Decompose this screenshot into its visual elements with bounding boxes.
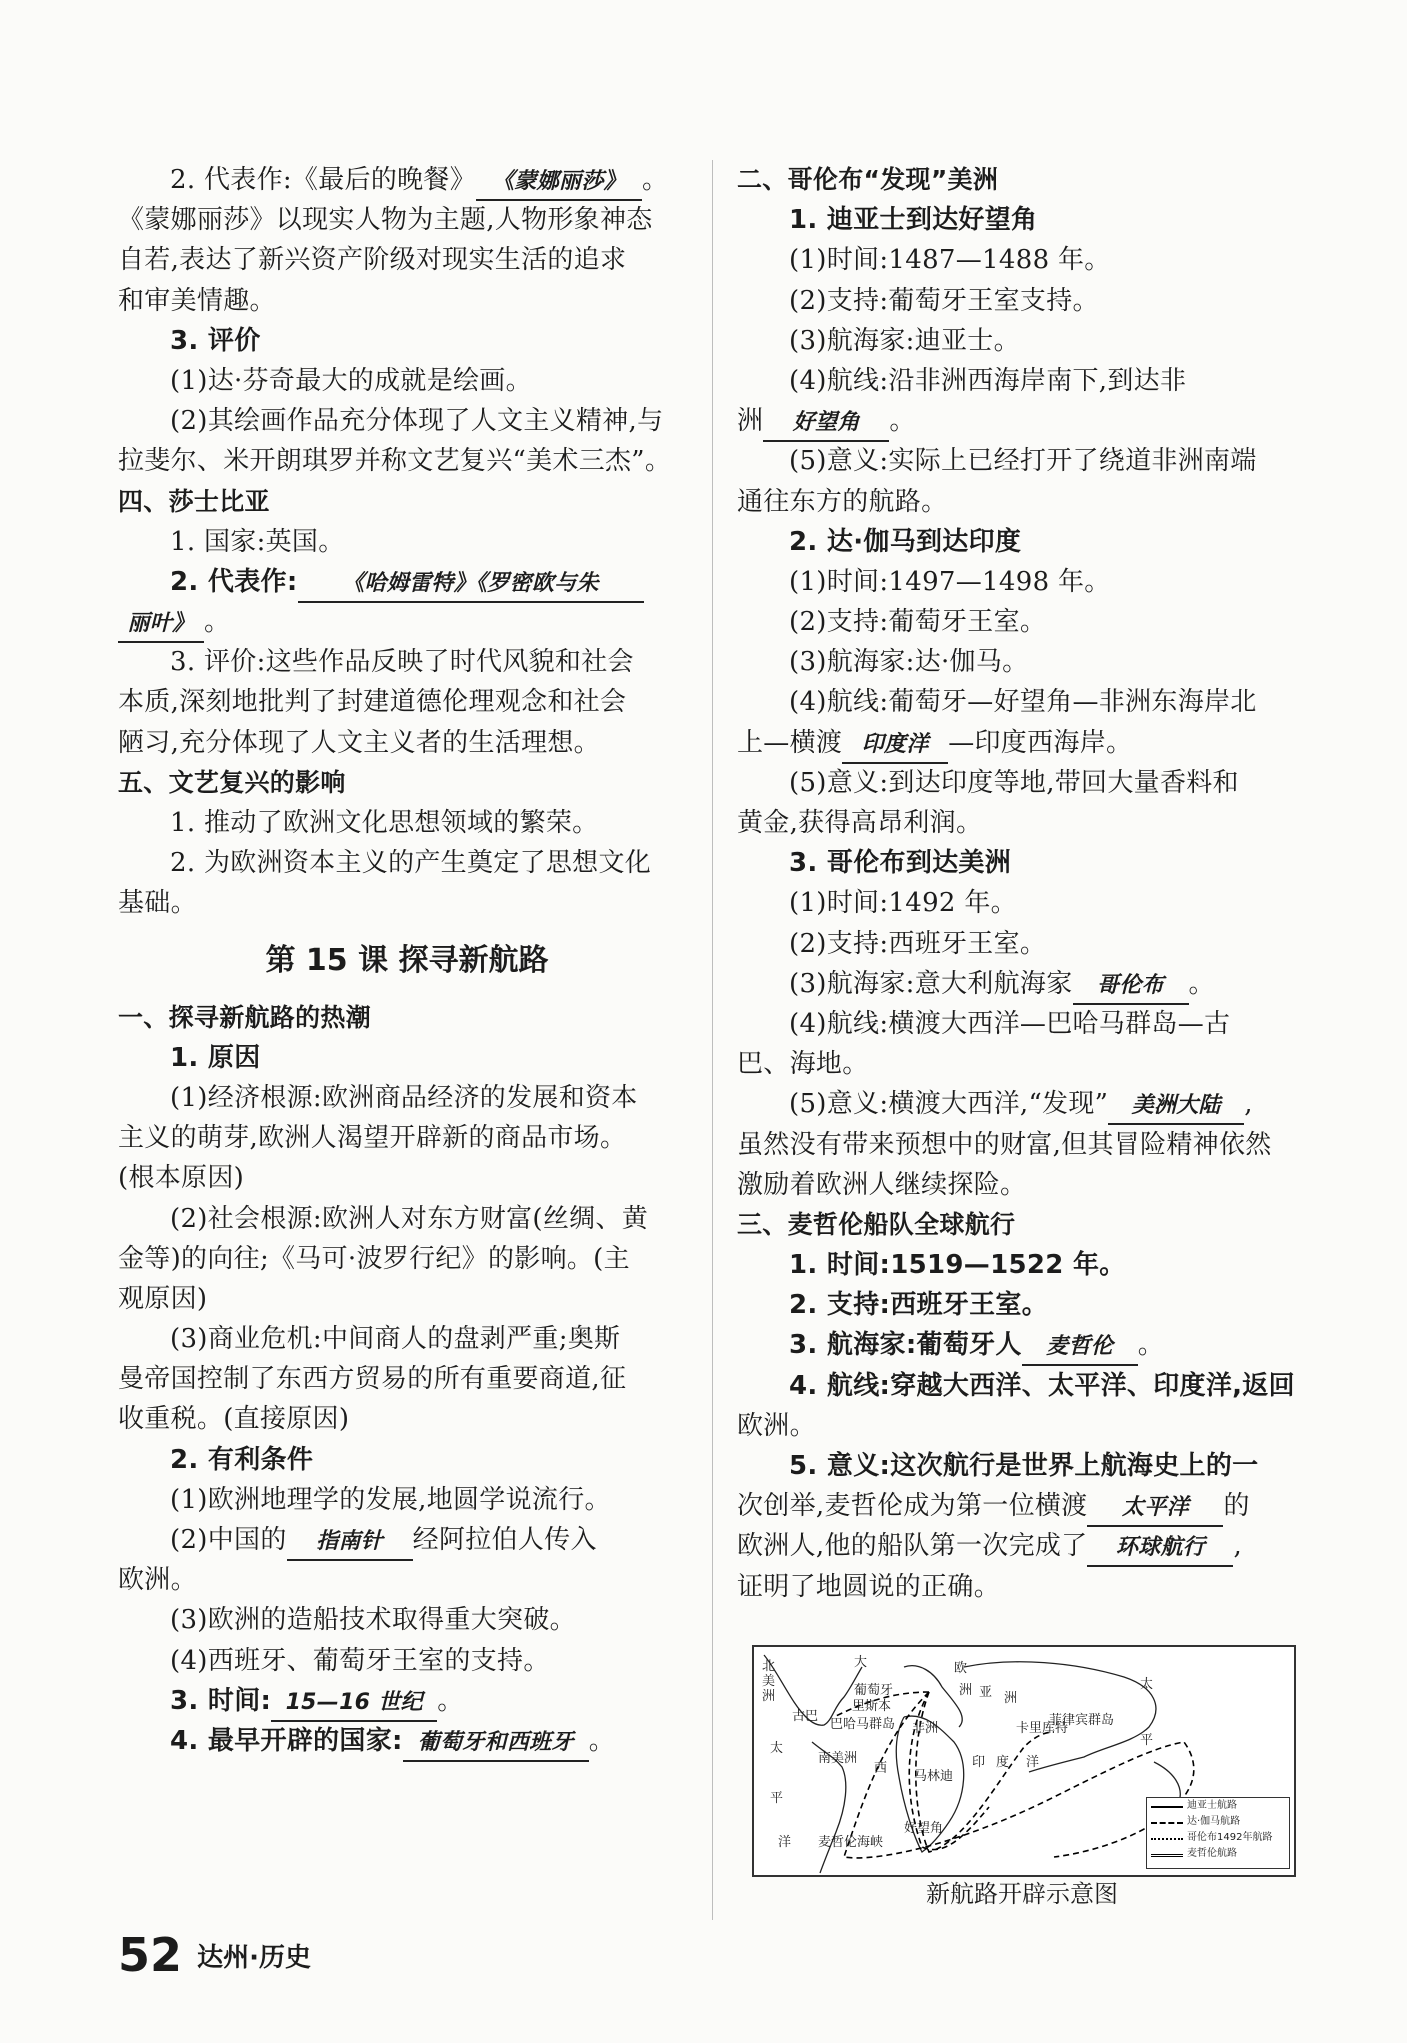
text-line: 4. 航线:穿越大西洋、太平洋、印度洋,返回: [789, 1370, 1295, 1401]
text-line: (2)支持:葡萄牙王室。: [789, 607, 1047, 638]
map-label: 非洲: [912, 1721, 939, 1736]
answer-blank: 15—16 世纪: [271, 1686, 437, 1722]
subheading: 3. 评价: [170, 325, 261, 356]
map-label: 西: [874, 1761, 888, 1776]
legend-item: 麦哲伦航路: [1147, 1846, 1289, 1862]
text-line: (根本原因): [118, 1163, 245, 1194]
text-line: 洲 好望角 。: [737, 401, 1312, 441]
map-label: 大: [854, 1655, 868, 1670]
map-label: 平: [1140, 1733, 1154, 1748]
map-label: 巴哈马群岛: [830, 1717, 896, 1732]
text-line: 1. 推动了欧洲文化思想领域的繁荣。: [170, 808, 599, 838]
map-label: 北美洲: [762, 1659, 776, 1704]
text-line: 观原因): [118, 1283, 208, 1314]
lesson-title: 第 15 课 探寻新航路: [265, 942, 549, 978]
text-line: (3)航海家:意大利航海家 哥伦布 。: [737, 964, 1312, 1004]
answer-blank: 《哈姆雷特》《罗密欧与朱: [298, 567, 644, 603]
map-label: 亚: [979, 1685, 993, 1700]
text-line: 丽叶》 。: [118, 602, 696, 642]
text-line: 陋习,充分体现了人文主义者的生活理想。: [118, 727, 600, 758]
map-label: 平: [770, 1791, 784, 1806]
text-line: (2)其绘画作品充分体现了人文主义精神,与: [170, 406, 664, 437]
text-line: 3. 航海家:葡萄牙人 麦哲伦 。: [737, 1325, 1312, 1365]
legend-item: 哥伦布1492年航路: [1147, 1830, 1289, 1846]
page-footer: [118, 1928, 311, 1988]
text-line: 欧洲。: [118, 1565, 197, 1596]
text-line: (3)欧洲的造船技术取得重大突破。: [170, 1605, 576, 1636]
map-label: 里斯本: [852, 1699, 892, 1714]
text-line: 证明了地圆说的正确。: [737, 1571, 1001, 1602]
column-divider: [712, 160, 713, 1920]
text-line: 金等)的向往;《马可·波罗行纪》的影响。(主: [118, 1243, 630, 1274]
text-line: 和审美情趣。: [118, 285, 276, 316]
text-line: (2)中国的 指南针 经阿拉伯人传入: [118, 1520, 696, 1560]
map-label: 古巴: [792, 1709, 819, 1724]
text-line: (4)西班牙、葡萄牙王室的支持。: [170, 1645, 550, 1676]
text-line: 1. 时间:1519—1522 年。: [789, 1250, 1126, 1281]
map-label: 洲: [959, 1683, 973, 1698]
map-label: 葡萄牙: [854, 1683, 894, 1698]
text-line: (1)达·芬奇最大的成就是绘画。: [170, 365, 532, 396]
map-label: 洲: [1004, 1691, 1018, 1706]
answer-blank: 葡萄牙和西班牙: [403, 1726, 589, 1762]
map-label: 洋: [1026, 1755, 1040, 1770]
answer-blank: 好望角: [763, 406, 889, 442]
right-column: [737, 160, 1312, 1607]
text-line: (1)欧洲地理学的发展,地圆学说流行。: [170, 1484, 611, 1515]
islands-coast: [1154, 1762, 1180, 1802]
book-series: 达州·历史: [197, 1942, 311, 1973]
text-line: (3)航海家:迪亚士。: [789, 325, 1020, 356]
text-line: (4)航线:葡萄牙—好望角—非洲东海岸北: [789, 687, 1257, 718]
subheading: 3. 哥伦布到达美洲: [789, 848, 1012, 879]
map-label: 马林迪: [914, 1769, 954, 1784]
section-heading: 四、莎士比亚: [118, 486, 270, 516]
subheading: 1. 迪亚士到达好望角: [789, 205, 1038, 236]
answer-blank: 哥伦布: [1073, 969, 1189, 1005]
text-line: (3)商业危机:中间商人的盘剥严重;奥斯: [170, 1324, 621, 1355]
text-line: 自若,表达了新兴资产阶级对现实生活的追求: [118, 245, 627, 276]
text-line: 虽然没有带来预想中的财富,但其冒险精神依然: [737, 1129, 1272, 1160]
left-column: [118, 160, 696, 1761]
text-line: 主义的萌芽,欧洲人渴望开辟新的商品市场。: [118, 1123, 627, 1154]
text-line: 4. 最早开辟的国家: 葡萄牙和西班牙 。: [118, 1721, 696, 1761]
text-line: 2. 支持:西班牙王室。: [789, 1290, 1049, 1321]
map-label: 太: [770, 1741, 784, 1756]
text-line: 收重税。(直接原因): [118, 1404, 350, 1435]
map-label: 麦哲伦海峡: [818, 1835, 884, 1850]
subheading: 2. 有利条件: [170, 1444, 314, 1475]
map-label: 印: [972, 1755, 986, 1770]
text-line: (4)航线:沿非洲西海岸南下,到达非: [789, 365, 1187, 396]
legend-item: 达·伽马航路: [1147, 1814, 1289, 1830]
text-line: (4)航线:横渡大西洋—巴哈马群岛—古: [789, 1008, 1231, 1039]
answer-blank: 太平洋: [1087, 1491, 1223, 1527]
answer-blank: 印度洋: [842, 728, 948, 764]
answer-blank: 环球航行: [1087, 1531, 1233, 1567]
text-line: 拉斐尔、米开朗琪罗并称文艺复兴“美术三杰”。: [118, 446, 672, 477]
map-label: 洋: [778, 1835, 792, 1850]
text-line: 欧洲人,他的船队第一次完成了 环球航行 ,: [737, 1526, 1312, 1566]
text-line: (3)航海家:达·伽马。: [789, 647, 1029, 678]
map-caption: 新航路开辟示意图: [926, 1880, 1118, 1908]
text-line: 1. 国家:英国。: [170, 526, 345, 557]
text-line: 次创举,麦哲伦成为第一位横渡 太平洋 的: [737, 1486, 1312, 1526]
text-line: 曼帝国控制了东西方贸易的所有重要商道,征: [118, 1364, 627, 1395]
text-line: (1)时间:1492 年。: [789, 888, 1017, 919]
legend-item: 迪亚士航路: [1147, 1798, 1289, 1814]
text-line: (2)支持:葡萄牙王室支持。: [789, 285, 1099, 316]
map-label: 好望角: [904, 1821, 944, 1836]
section-heading: 五、文艺复兴的影响: [118, 767, 346, 797]
answer-blank: 指南针: [287, 1525, 413, 1561]
text-line: 2. 为欧洲资本主义的产生奠定了思想文化: [170, 848, 652, 879]
text-line: 黄金,获得高昂利润。: [737, 808, 983, 838]
text-line: 5. 意义:这次航行是世界上航海史上的一: [789, 1451, 1259, 1481]
map-label: 度: [996, 1755, 1010, 1770]
answer-blank: 《蒙娜丽莎》: [476, 165, 642, 201]
text-line: 3. 时间: 15—16 世纪 。: [118, 1681, 696, 1721]
map-label: 卡里库特: [1016, 1721, 1069, 1736]
text-line: (5)意义:横渡大西洋,“发现” 美洲大陆 ,: [737, 1084, 1312, 1124]
text-line: (2)社会根源:欧洲人对东方财富(丝绸、黄: [170, 1203, 649, 1234]
subheading: 2. 达·伽马到达印度: [789, 526, 1022, 557]
text-line: (1)时间:1497—1498 年。: [789, 566, 1111, 597]
section-heading: 三、麦哲伦船队全球航行: [737, 1209, 1016, 1239]
answer-blank: 丽叶》: [118, 607, 204, 643]
text-line: 巴、海地。: [737, 1049, 869, 1080]
text-line: 通往东方的航路。: [737, 486, 948, 517]
text-line: (2)支持:西班牙王室。: [789, 928, 1047, 959]
map-label: 南美洲: [818, 1751, 858, 1766]
text-line: 3. 评价:这些作品反映了时代风貌和社会: [170, 647, 634, 678]
map-label: 太: [1140, 1677, 1154, 1692]
text-line: 基础。: [118, 888, 197, 919]
text-line: (5)意义:到达印度等地,带回大量香料和: [789, 767, 1239, 798]
text-line: 《蒙娜丽莎》以现实人物为主题,人物形象神态: [118, 205, 653, 236]
text-line: 激励着欧洲人继续探险。: [737, 1169, 1027, 1200]
text-line: 欧洲。: [737, 1410, 816, 1441]
section-heading: 一、探寻新航路的热潮: [118, 1002, 372, 1032]
page-number: 52: [118, 1928, 183, 1982]
text-line: 2. 代表作:《最后的晚餐》 《蒙娜丽莎》 。: [118, 160, 696, 200]
map-legend: [1146, 1797, 1290, 1869]
text-line: 2. 代表作: 《哈姆雷特》《罗密欧与朱: [118, 562, 696, 602]
text-line: 上—横渡 印度洋 —印度西海岸。: [737, 723, 1312, 763]
answer-blank: 麦哲伦: [1022, 1330, 1138, 1366]
map-label: 菲律宾群岛: [1049, 1713, 1115, 1728]
answer-blank: 美洲大陆: [1108, 1089, 1244, 1125]
text-line: 本质,深刻地批判了封建道德伦理观念和社会: [118, 687, 627, 718]
text-line: (1)时间:1487—1488 年。: [789, 245, 1111, 276]
text-line: (1)经济根源:欧洲商品经济的发展和资本: [170, 1082, 638, 1113]
map-label: 欧: [954, 1661, 968, 1676]
section-heading: 二、哥伦布“发现”美洲: [737, 165, 999, 194]
subheading: 1. 原因: [170, 1042, 261, 1073]
text-line: (5)意义:实际上已经打开了绕道非洲南端: [789, 446, 1257, 477]
new-routes-map: [752, 1645, 1296, 1877]
